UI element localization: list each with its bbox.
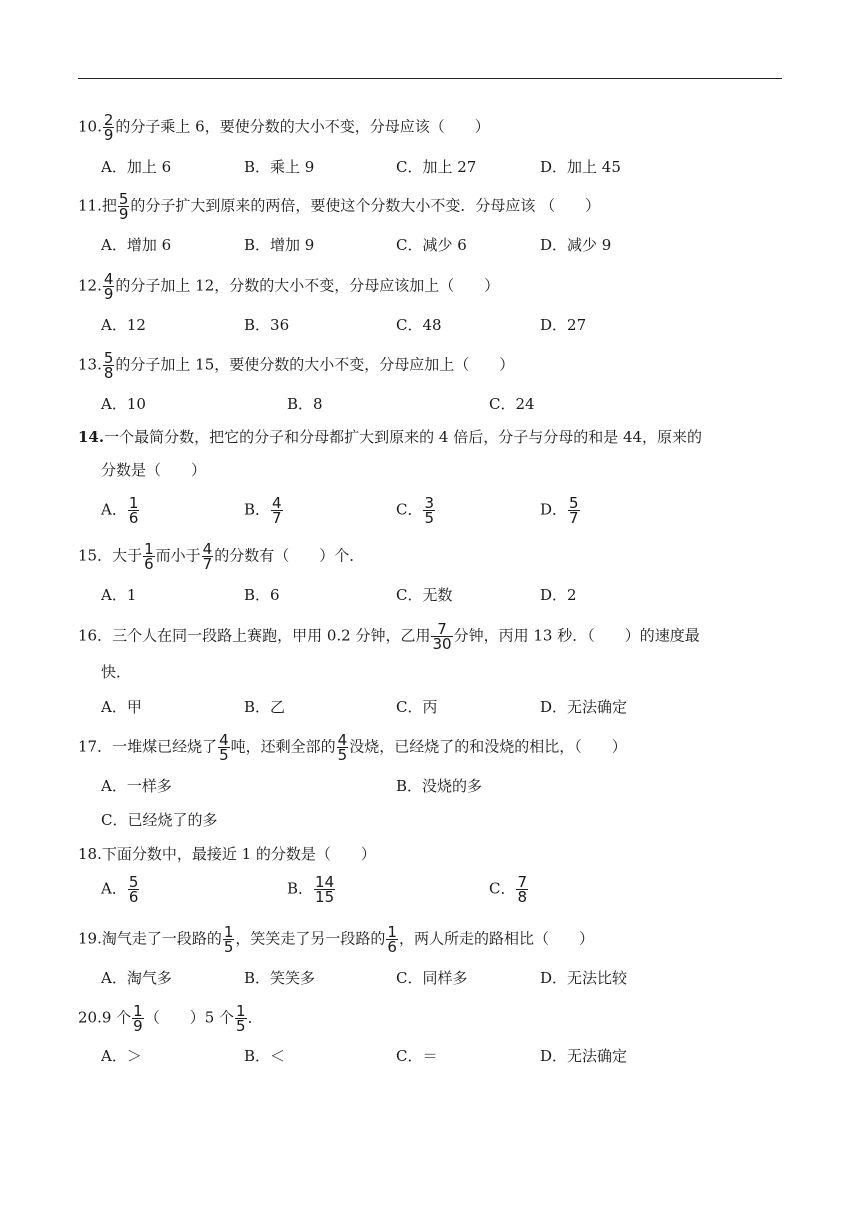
option-a: A．增加 6: [101, 236, 172, 254]
question-17: [78, 733, 627, 762]
question-15: [78, 542, 364, 571]
fraction: [223, 925, 235, 954]
numerator: 1: [236, 1002, 246, 1020]
option-b: B．6: [244, 586, 280, 604]
question-19: [78, 925, 594, 954]
option-b: B．笑笑多: [244, 969, 316, 987]
option-b: [244, 496, 284, 525]
option-d: D．2: [540, 586, 577, 604]
option-c: C．加上 27: [396, 158, 477, 176]
option-a: A．淘气多: [101, 969, 172, 987]
option-a: A．加上 6: [101, 158, 172, 176]
question-number: 14.: [78, 428, 105, 446]
fraction: [386, 925, 398, 954]
fraction: [423, 496, 435, 525]
question-11: [78, 192, 600, 221]
denominator: 8: [517, 888, 528, 906]
question-text: 11.把: [78, 196, 117, 215]
fraction: [516, 875, 528, 904]
denominator: 6: [144, 555, 154, 573]
option-b: B．增加 9: [244, 236, 315, 254]
option-c: C．减少 6: [396, 236, 467, 254]
fraction: [128, 875, 140, 904]
fraction: [118, 192, 130, 221]
question-text: ，两人所走的路相比（ ）: [398, 929, 594, 948]
option-a: A．一样多: [101, 777, 172, 795]
question-text: 的分子加上 12，分数的大小不变，分母应该加上（ ）: [115, 276, 500, 295]
numerator: 7: [431, 622, 452, 637]
denominator: 5: [424, 509, 435, 527]
denominator: 5: [219, 746, 229, 764]
question-number: 13.: [78, 355, 102, 374]
fraction: [568, 496, 580, 525]
question-text: 15．大于: [78, 546, 143, 565]
denominator: 5: [337, 746, 348, 764]
fraction: [431, 622, 452, 651]
question-12: [78, 272, 499, 301]
option-d: D．27: [540, 316, 587, 334]
question-text: 而小于: [155, 546, 201, 565]
option-b: B．8: [287, 395, 323, 413]
question-text: 分钟，丙用 13 秒．（ ）的速度最: [453, 626, 700, 645]
option-label: B．: [287, 879, 314, 898]
question-text: （ ）5 个: [144, 1008, 235, 1027]
denominator: 7: [272, 509, 282, 527]
option-c: C．已经烧了的多: [101, 811, 218, 829]
numerator: 3: [424, 494, 435, 512]
option-c: [489, 875, 529, 904]
question-text: ，笑笑走了另一段路的: [235, 929, 386, 948]
option-c: C．无数: [396, 586, 453, 604]
denominator: 15: [315, 888, 335, 906]
question-13: [78, 351, 514, 380]
option-d: D．加上 45: [540, 158, 621, 176]
question-number: 10.: [78, 117, 102, 136]
numerator: 4: [272, 494, 282, 512]
fraction: [235, 1004, 247, 1033]
numerator: 4: [202, 540, 213, 558]
option-b: [287, 875, 336, 904]
option-a: [101, 875, 140, 904]
option-a: A．12: [101, 316, 146, 334]
option-b: B．乙: [244, 698, 286, 716]
option-label: A．: [101, 500, 127, 519]
question-text: 吨，还剩全部的: [230, 737, 336, 756]
denominator: 7: [202, 555, 213, 573]
question-number: 12.: [78, 276, 102, 295]
option-a: A．1: [101, 586, 137, 604]
option-label: B．: [244, 500, 271, 519]
option-b: B．没烧的多: [396, 777, 483, 795]
denominator: 5: [236, 1017, 246, 1035]
option-a: A．＞: [101, 1047, 142, 1065]
numerator: 5: [569, 494, 579, 512]
denominator: 6: [387, 938, 397, 956]
option-d: [540, 496, 581, 525]
option-b: B．36: [244, 316, 290, 334]
option-label: C．: [489, 879, 516, 898]
option-c: C．48: [396, 316, 442, 334]
question-18: 18.下面分数中，最接近 1 的分数是（ ）: [78, 845, 376, 863]
fraction: [103, 272, 115, 301]
option-d: D．无法确定: [540, 1047, 628, 1065]
header-rule: [78, 78, 782, 79]
option-b: B．乘上 9: [244, 158, 315, 176]
fraction: [128, 496, 140, 525]
option-a: A．10: [101, 395, 146, 413]
option-c: C．丙: [396, 698, 438, 716]
question-text: 的分数有（ ）个．: [214, 546, 365, 565]
numerator: 4: [337, 731, 348, 749]
numerator: 1: [387, 923, 397, 941]
fraction: [271, 496, 283, 525]
numerator: 4: [219, 731, 229, 749]
fraction: [103, 351, 115, 380]
question-text: 一个最简分数，把它的分子和分母都扩大到原来的 4 倍后，分子与分母的和是 44，原来的: [104, 428, 703, 446]
question-16-continued: 快．: [101, 663, 132, 681]
option-c: C．24: [489, 395, 535, 413]
numerator: 5: [128, 873, 139, 891]
denominator: 9: [118, 205, 129, 223]
question-10: [78, 113, 490, 142]
option-a: A．甲: [101, 698, 142, 716]
fraction: [218, 733, 230, 762]
fraction: [132, 1004, 144, 1033]
numerator: 7: [517, 873, 528, 891]
option-b: B．＜: [244, 1047, 286, 1065]
question-text: 20.9 个: [78, 1008, 132, 1027]
option-label: D．: [540, 500, 568, 519]
denominator: 8: [103, 364, 114, 382]
question-text: ．: [247, 1008, 263, 1027]
denominator: 5: [223, 938, 234, 956]
denominator: 6: [128, 509, 139, 527]
numerator: 1: [144, 540, 154, 558]
numerator: 2: [103, 111, 114, 129]
numerator: 1: [223, 923, 234, 941]
question-14: [78, 427, 702, 447]
option-a: [101, 496, 140, 525]
question-20: [78, 1004, 263, 1033]
option-d: D．减少 9: [540, 236, 612, 254]
numerator: 5: [103, 349, 114, 367]
denominator: 9: [103, 285, 114, 303]
option-c: C．同样多: [396, 969, 468, 987]
fraction: [103, 113, 115, 142]
question-16: [78, 622, 700, 651]
option-c: [396, 496, 436, 525]
question-text: 19.淘气走了一段路的: [78, 929, 222, 948]
question-14-continued: 分数是（ ）: [101, 461, 207, 479]
question-text: 17．一堆煤已经烧了: [78, 737, 218, 756]
denominator: 7: [569, 509, 579, 527]
question-text: 的分子乘上 6，要使分数的大小不变，分母应该（ ）: [115, 117, 490, 136]
question-text: 的分子加上 15，要使分数的大小不变，分母应加上（ ）: [115, 355, 515, 374]
denominator: 30: [432, 635, 452, 653]
numerator: 1: [128, 494, 139, 512]
numerator: 14: [315, 873, 335, 891]
denominator: 6: [128, 888, 139, 906]
numerator: 5: [118, 190, 129, 208]
denominator: 9: [103, 126, 114, 144]
question-text: 16．三个人在同一段路上赛跑，甲用 0.2 分钟，乙用: [78, 626, 431, 645]
option-label: A．: [101, 879, 127, 898]
option-label: C．: [396, 500, 423, 519]
numerator: 4: [103, 270, 114, 288]
option-d: D．无法比较: [540, 969, 628, 987]
question-text: 的分子扩大到原来的两倍，要使这个分数大小不变．分母应该 （ ）: [130, 196, 601, 215]
fraction: [314, 875, 335, 904]
question-text: 没烧，已经烧了的和没烧的相比，（ ）: [349, 737, 627, 756]
fraction: [202, 542, 214, 571]
denominator: 9: [133, 1017, 143, 1035]
option-d: D．无法确定: [540, 698, 628, 716]
option-c: C．＝: [396, 1047, 438, 1065]
fraction: [337, 733, 349, 762]
numerator: 1: [133, 1002, 143, 1020]
fraction: [143, 542, 155, 571]
